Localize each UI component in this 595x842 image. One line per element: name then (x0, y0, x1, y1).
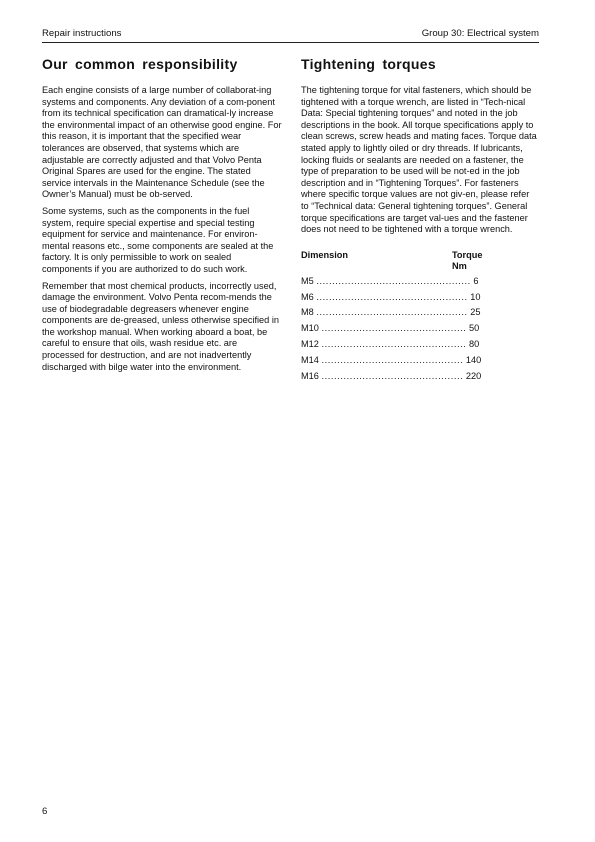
torque-value-cell: 6 (473, 275, 479, 286)
dimension-cell: M10 (301, 323, 319, 334)
torque-value-cell: 80 (469, 338, 480, 349)
torque-value-cell: 10 (470, 291, 481, 302)
dimension-cell: M14 (301, 354, 319, 365)
right-column (301, 55, 539, 386)
torque-value-cell: 140 (465, 354, 482, 365)
table-row (301, 292, 531, 308)
table-row (301, 276, 531, 292)
leader-dots: ................................................ (316, 307, 468, 318)
torque-column-header (452, 250, 482, 273)
torque-value-cell: 25 (470, 307, 481, 318)
torque-header-label: Torque (452, 249, 483, 260)
dimension-cell: M6 (301, 291, 314, 302)
leader-dots: ................................................ (316, 291, 468, 302)
header-divider (42, 42, 539, 43)
responsibility-paragraph: Remember that most chemical products, incorrectly used, damage the environment. Volvo Penta recom-mends the use of biodegradable degreasers whenever engine components are de-greased, unless otherwise specified in the workshop manual. When working aboard a boat, be careful to ensure that oils, wash residue etc. are processed for destruction, and are not inadvertently discharged with bilge water into the environment. (42, 280, 279, 372)
leader-dots: .............................................. (321, 323, 467, 334)
torques-paragraph: The tightening torque for vital fasteners, which should be tightened with a torque wrench, are listed in “Tech-nical Data: Special tightening torques” and noted in the job descriptions in the book. All torque specifications apply to clean screws, screw heads and mating faces. Torque data stated apply to lightly oiled or dry threads. If lubricants, locking fluids or sealants are needed on a fastener, the type of preparation to be used will be not-ed in the job description and in “Tightening Torques”. For fasteners where specific torque values are not giv-en, please refer to “Technical data: General tightening torques”. General torque specifications are target val-ues and the fastener does not need to be tightened with a torque wrench. (301, 85, 537, 235)
table-row (301, 339, 531, 355)
table-row (301, 371, 531, 387)
torque-table (301, 276, 539, 387)
page-number: 6 (42, 806, 48, 817)
dimension-cell: M16 (301, 370, 319, 381)
torque-value-cell: 220 (465, 370, 482, 381)
page-header (42, 28, 539, 42)
dimension-cell: M5 (301, 275, 314, 286)
header-section-title: Repair instructions (42, 28, 122, 39)
dimension-column-header: Dimension (301, 249, 348, 260)
leader-dots: ................................................. (316, 275, 471, 286)
leader-dots: .............................................. (321, 338, 467, 349)
table-row (301, 323, 531, 339)
responsibility-paragraph: Some systems, such as the components in the fuel system, require special expertise and special testing equipment for service and maintenance. For environ-mental reasons etc., some components are sealed at the factory. It is only permissible to work on sealed components if you are authorized to do such work. (42, 205, 274, 274)
responsibility-heading: Our common responsibility (42, 56, 238, 72)
responsibility-paragraph: Each engine consists of a large number of collaborat-ing systems and components. Any deviation of a com-ponent from its technical specification can dramatical-ly increase the environmental impact of an otherwise good engine. For this reason, it is important that the specified wear tolerances are observed, that systems which are adjustable are correctly adjusted and that Volvo Penta Original Spares are used for the engine. The stated service intervals in the Maintenance Schedule (see the Owner’s Manual) must be ob-served. (42, 85, 282, 200)
torques-heading: Tightening torques (301, 56, 436, 72)
leader-dots: ............................................. (321, 370, 464, 381)
table-row (301, 355, 531, 371)
header-group-title: Group 30: Electrical system (421, 28, 539, 39)
torque-table-header (301, 250, 539, 276)
left-column (42, 55, 282, 378)
table-row (301, 307, 531, 323)
dimension-cell: M12 (301, 338, 319, 349)
dimension-cell: M8 (301, 307, 314, 318)
torque-unit-label: Nm (452, 261, 467, 272)
torque-value-cell: 50 (469, 323, 480, 334)
leader-dots: ............................................. (321, 354, 464, 365)
